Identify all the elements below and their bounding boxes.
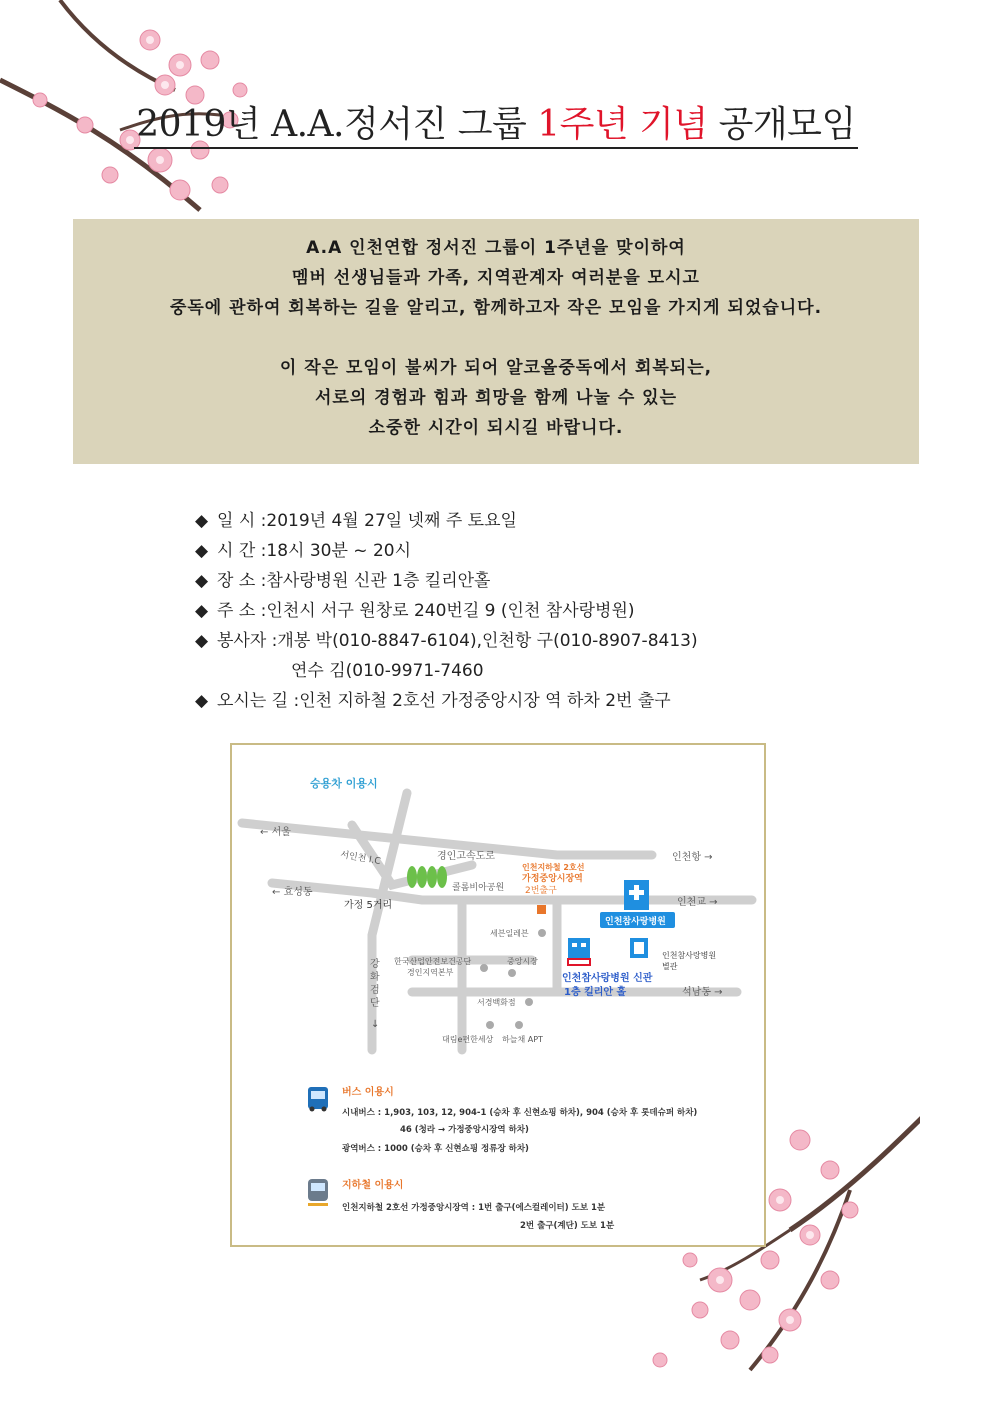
hospital-icon	[624, 880, 649, 910]
park-tree-icon	[407, 866, 447, 888]
detail-label: 봉사자 :	[217, 631, 278, 651]
diamond-bullet-icon: ◆	[195, 691, 209, 711]
detail-row-volunteers-continued: 연수 김(010-9971-7460	[291, 661, 484, 681]
map-label-incheonhang: 인천항 →	[672, 852, 713, 863]
detail-row-address	[195, 596, 698, 626]
page-title	[0, 96, 992, 147]
map-label-colombia-park: 콜롬비아공원	[452, 883, 505, 893]
map-label-exit2: 2번출구	[525, 886, 557, 896]
map-label-kosha: 한국산업안전보건공단	[394, 957, 472, 966]
map-label-gajeong-5: 가정 5거리	[344, 900, 393, 911]
detail-value: 참사랑병원 신관 1층 킬리안홀	[266, 571, 491, 591]
map-label-haneulchae: 하늘채 APT	[502, 1035, 543, 1044]
diamond-bullet-icon: ◆	[195, 541, 209, 561]
map-marker	[508, 969, 516, 977]
detail-label: 주 소 :	[217, 601, 267, 621]
map-label-ganghwa-3: 검	[370, 985, 380, 996]
intro-paragraph-1	[73, 219, 919, 323]
diamond-bullet-icon: ◆	[195, 631, 209, 651]
intro-box	[73, 219, 919, 464]
map-label-ganghwa-1: 강	[370, 959, 380, 970]
map-road-ganghwa	[372, 793, 407, 1050]
detail-row-date	[195, 506, 698, 536]
detail-value: 개봉 박(010-8847-6104),인천항 구(010-8907-8413)	[277, 631, 698, 651]
bus-heading: 버스 이용시	[342, 1087, 394, 1098]
car-heading: 승용차 이용시	[310, 777, 378, 790]
map-label-ganghwa-2: 화	[370, 972, 380, 983]
intro-line: 멤버 선생님들과 가족, 지역관계자 여러분을 모시고	[292, 268, 700, 288]
location-map	[230, 743, 766, 1247]
detail-label: 일 시 :	[217, 511, 267, 531]
map-marker	[486, 1021, 494, 1029]
annex-building-icon	[630, 938, 648, 958]
bus-city: 시내버스 : 1,903, 103, 12, 904-1 (승차 후 신현쇼핑 하차), 904 (승차 후 롯데슈퍼 하차)	[342, 1108, 698, 1118]
detail-label: 시 간 :	[217, 541, 267, 561]
subway-heading: 지하철 이용시	[342, 1180, 404, 1191]
map-label-annex2: 별관	[662, 962, 678, 971]
intro-line: 서로의 경험과 힘과 희망을 함께 나눌 수 있는	[314, 388, 678, 408]
title-part1: 2019년 A.A.정서진 그룹	[136, 104, 538, 145]
detail-row-place	[195, 566, 698, 596]
map-marker	[538, 929, 546, 937]
intro-line: A.A 인천연합 정서진 그룹이 1주년을 맞이하여	[306, 238, 686, 258]
subway-line-2: 2번 출구(계단) 도보 1분	[520, 1221, 615, 1231]
diamond-bullet-icon: ◆	[195, 511, 209, 531]
map-label-station-name: 가정중앙시장역	[522, 874, 583, 884]
map-label-station-line: 인천지하철 2호선	[522, 863, 585, 872]
down-arrow-icon: ↓	[371, 1019, 380, 1030]
detail-value: 18시 30분 ~ 20시	[266, 541, 412, 561]
map-label-seogyeong: 서경백화점	[477, 998, 516, 1007]
map-marker	[480, 964, 488, 972]
detail-value: 인천시 서구 원창로 240번길 9 (인천 참사랑병원)	[266, 601, 635, 621]
map-label-seoinchon-ic: 서인천 I.C	[339, 850, 382, 868]
bus-icon	[308, 1087, 328, 1112]
map-label-new-building: 인천참사랑병원 신관	[562, 973, 653, 984]
map-label-seonamdong: 석남동 →	[682, 987, 723, 998]
detail-label: 장 소 :	[217, 571, 267, 591]
map-station-exit-marker	[537, 905, 546, 914]
intro-paragraph-2	[73, 353, 919, 443]
map-label-new-building2: 1층 킬리안 홀	[564, 987, 627, 998]
detail-value: 인천 지하철 2호선 가정중앙시장 역 하차 2번 출구	[299, 691, 671, 711]
detail-value: 2019년 4월 27일 넷째 주 토요일	[266, 511, 517, 531]
new-building-icon	[568, 938, 590, 965]
map-marker	[515, 1021, 523, 1029]
map-label-hospital: 인천참사랑병원	[605, 917, 666, 927]
map-marker	[525, 998, 533, 1006]
map-label-hyoseongdong: ← 효성동	[272, 887, 313, 898]
event-details	[195, 506, 698, 716]
detail-label: 오시는 길 :	[217, 691, 300, 711]
detail-row-volunteers	[195, 626, 698, 656]
map-label-daerim: 대림e편한세상	[442, 1035, 494, 1044]
detail-row-directions	[195, 686, 698, 716]
diamond-bullet-icon: ◆	[195, 571, 209, 591]
map-label-kosha2: 경인지역본부	[407, 968, 454, 977]
intro-line: 소중한 시간이 되시길 바랍니다.	[368, 418, 624, 438]
subway-icon	[308, 1179, 328, 1206]
intro-line: 중독에 관하여 회복하는 길을 알리고, 함께하고자 작은 모임을 가지게 되었습니다.	[169, 298, 823, 318]
map-label-central-market: 중앙시장	[507, 957, 538, 966]
map-label-ganghwa-4: 단	[370, 998, 380, 1009]
map-label-incheongyo: 인천교 →	[677, 897, 718, 908]
map-label-annex: 인천참사랑병원	[662, 951, 717, 960]
bus-wide: 광역버스 : 1000 (승차 후 신현쇼핑 정류장 하차)	[342, 1144, 529, 1154]
title-highlight: 1주년 기념	[537, 104, 708, 145]
intro-line: 이 작은 모임이 불씨가 되어 알코올중독에서 회복되는,	[279, 358, 713, 378]
bus-city-2: 46 (청라 → 가정중앙시장역 하차)	[400, 1125, 529, 1135]
diamond-bullet-icon: ◆	[195, 601, 209, 621]
subway-line: 인천지하철 2호선 가정중앙시장역 : 1번 출구(에스컬레이터) 도보 1분	[342, 1203, 606, 1213]
detail-row-time	[195, 536, 698, 566]
title-part2: 공개모임	[707, 104, 856, 145]
map-label-seoul: ← 서울	[260, 827, 291, 838]
map-label-gyeongin-expressway: 경인고속도로	[437, 851, 495, 862]
map-label-seven-eleven: 세븐일레븐	[490, 929, 529, 938]
